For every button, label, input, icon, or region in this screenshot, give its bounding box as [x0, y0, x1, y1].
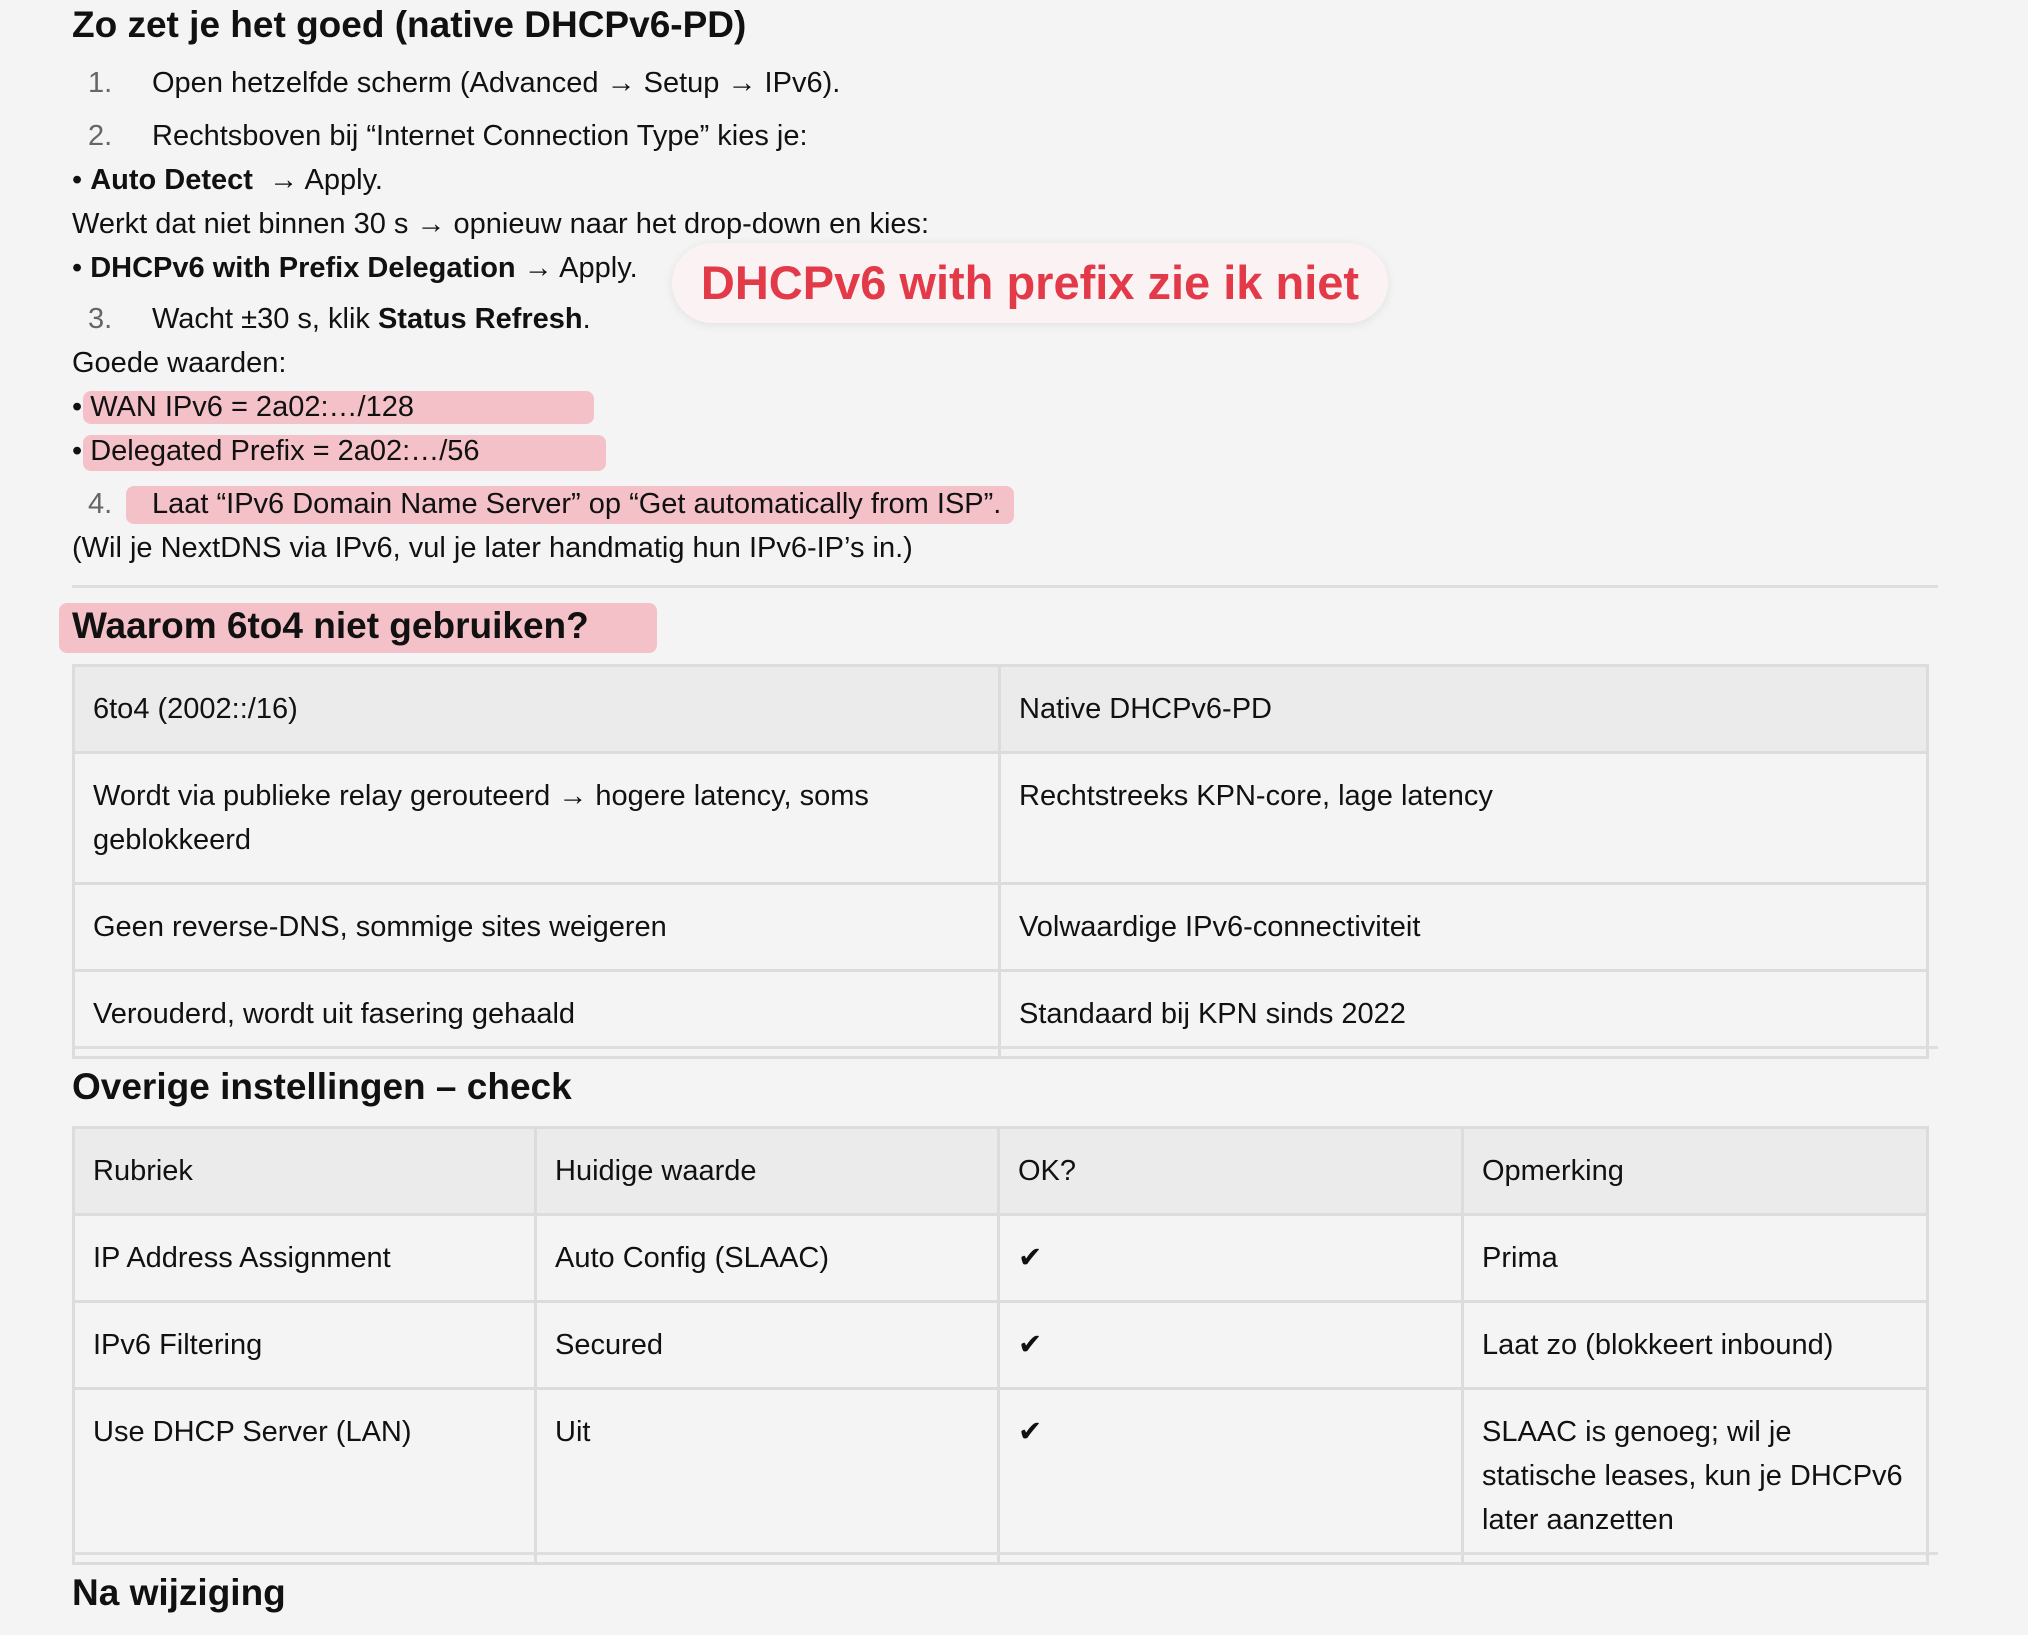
- settings-check-table: [72, 1126, 1929, 1565]
- bullet: •: [72, 435, 83, 467]
- bullet-rest: → Apply.: [269, 164, 383, 196]
- table-row: [74, 971, 1928, 1058]
- section-title-config: Zo zet je het goed (native DHCPv6-PD): [72, 4, 747, 45]
- step-4: [88, 485, 1001, 523]
- comparison-table: [72, 664, 1929, 1059]
- divider: [72, 585, 1938, 588]
- table-cell: Rechtstreeks KPN-core, lage latency: [1000, 753, 1928, 884]
- step-suffix: .: [582, 303, 591, 335]
- bullet-dhcpv6-pd: [72, 249, 638, 287]
- section-title-other-settings: Overige instellingen – check: [72, 1066, 572, 1107]
- table-header-cell: 6to4 (2002::/16): [74, 666, 1000, 753]
- table-row: [74, 1302, 1928, 1389]
- step-text: Rechtsboven bij “Internet Connection Type” kies je:: [152, 120, 808, 152]
- nextdns-note: (Wil je NextDNS via IPv6, vul je later handmatig hun IPv6-IP’s in.): [72, 532, 913, 564]
- table-cell: Volwaardige IPv6-connectiviteit: [1000, 884, 1928, 971]
- table-cell: Wordt via publieke relay gerouteerd → hogere latency, soms geblokkeerd: [74, 753, 1000, 884]
- option-auto-detect: Auto Detect: [90, 164, 253, 196]
- table-row: [74, 1389, 1928, 1564]
- step-1: [88, 64, 840, 102]
- value-wan-ipv6: [72, 388, 414, 426]
- table-row: [74, 1215, 1928, 1302]
- checkmark-icon: ✔: [999, 1215, 1463, 1302]
- table-header-cell: OK?: [999, 1128, 1463, 1215]
- step-number: 3.: [88, 303, 113, 335]
- table-header-cell: Native DHCPv6-PD: [1000, 666, 1928, 753]
- table-cell: SLAAC is genoeg; wil je statische leases, kun je DHCPv6 later aanzetten: [1463, 1389, 1928, 1564]
- table-header-cell: Opmerking: [1463, 1128, 1928, 1215]
- bullet: •: [72, 252, 83, 284]
- bullet: •: [72, 391, 83, 423]
- value-delegated-prefix: [72, 432, 480, 470]
- divider: [72, 1552, 1938, 1555]
- bullet-rest: → Apply.: [523, 252, 638, 284]
- table-header-row: [74, 666, 1928, 753]
- checkmark-icon: ✔: [999, 1389, 1463, 1564]
- table-header-row: [74, 1128, 1928, 1215]
- table-cell: Geen reverse-DNS, sommige sites weigeren: [74, 884, 1000, 971]
- wan-ipv6-text: WAN IPv6 = 2a02:…/128: [90, 391, 414, 423]
- table-cell: IP Address Assignment: [74, 1215, 536, 1302]
- section-title-why-not-6to4: Waarom 6to4 niet gebruiken?: [72, 605, 589, 646]
- step-number: 4.: [88, 488, 113, 520]
- option-dhcpv6-prefix-delegation: DHCPv6 with Prefix Delegation: [90, 252, 516, 284]
- step-number: 2.: [88, 120, 113, 152]
- table-header-cell: Rubriek: [74, 1128, 536, 1215]
- step-2: [88, 117, 808, 155]
- table-cell: Uit: [536, 1389, 999, 1564]
- fallback-text: Werkt dat niet binnen 30 s → opnieuw naar het drop-down en kies:: [72, 208, 930, 240]
- step-text: Wacht ±30 s, klik: [152, 303, 378, 335]
- table-header-cell: Huidige waarde: [536, 1128, 999, 1215]
- table-cell: IPv6 Filtering: [74, 1302, 536, 1389]
- checkmark-icon: ✔: [999, 1302, 1463, 1389]
- table-row: [74, 753, 1928, 884]
- table-cell: Prima: [1463, 1215, 1928, 1302]
- table-cell: Verouderd, wordt uit fasering gehaald: [74, 971, 1000, 1058]
- step-text: Laat “IPv6 Domain Name Server” op “Get automatically from ISP”.: [152, 488, 1002, 520]
- table-cell: Use DHCP Server (LAN): [74, 1389, 536, 1564]
- divider: [72, 1046, 1938, 1049]
- table-cell: Standaard bij KPN sinds 2022: [1000, 971, 1928, 1058]
- status-refresh-label: Status Refresh: [377, 303, 583, 335]
- bullet: •: [72, 164, 83, 196]
- bullet-auto-detect: [72, 161, 383, 199]
- step-text: Open hetzelfde scherm (Advanced → Setup → IPv6).: [152, 67, 841, 99]
- table-cell: Laat zo (blokkeert inbound): [1463, 1302, 1928, 1389]
- step-3: [88, 300, 591, 338]
- table-cell: Auto Config (SLAAC): [536, 1215, 999, 1302]
- comment-bubble: DHCPv6 with prefix zie ik niet: [672, 243, 1388, 323]
- good-values-label: Goede waarden:: [72, 347, 287, 379]
- table-row: [74, 884, 1928, 971]
- table-cell: Secured: [536, 1302, 999, 1389]
- section-title-after-change: Na wijziging: [72, 1572, 286, 1613]
- delegated-prefix-text: Delegated Prefix = 2a02:…/56: [90, 435, 480, 467]
- step-number: 1.: [88, 67, 113, 99]
